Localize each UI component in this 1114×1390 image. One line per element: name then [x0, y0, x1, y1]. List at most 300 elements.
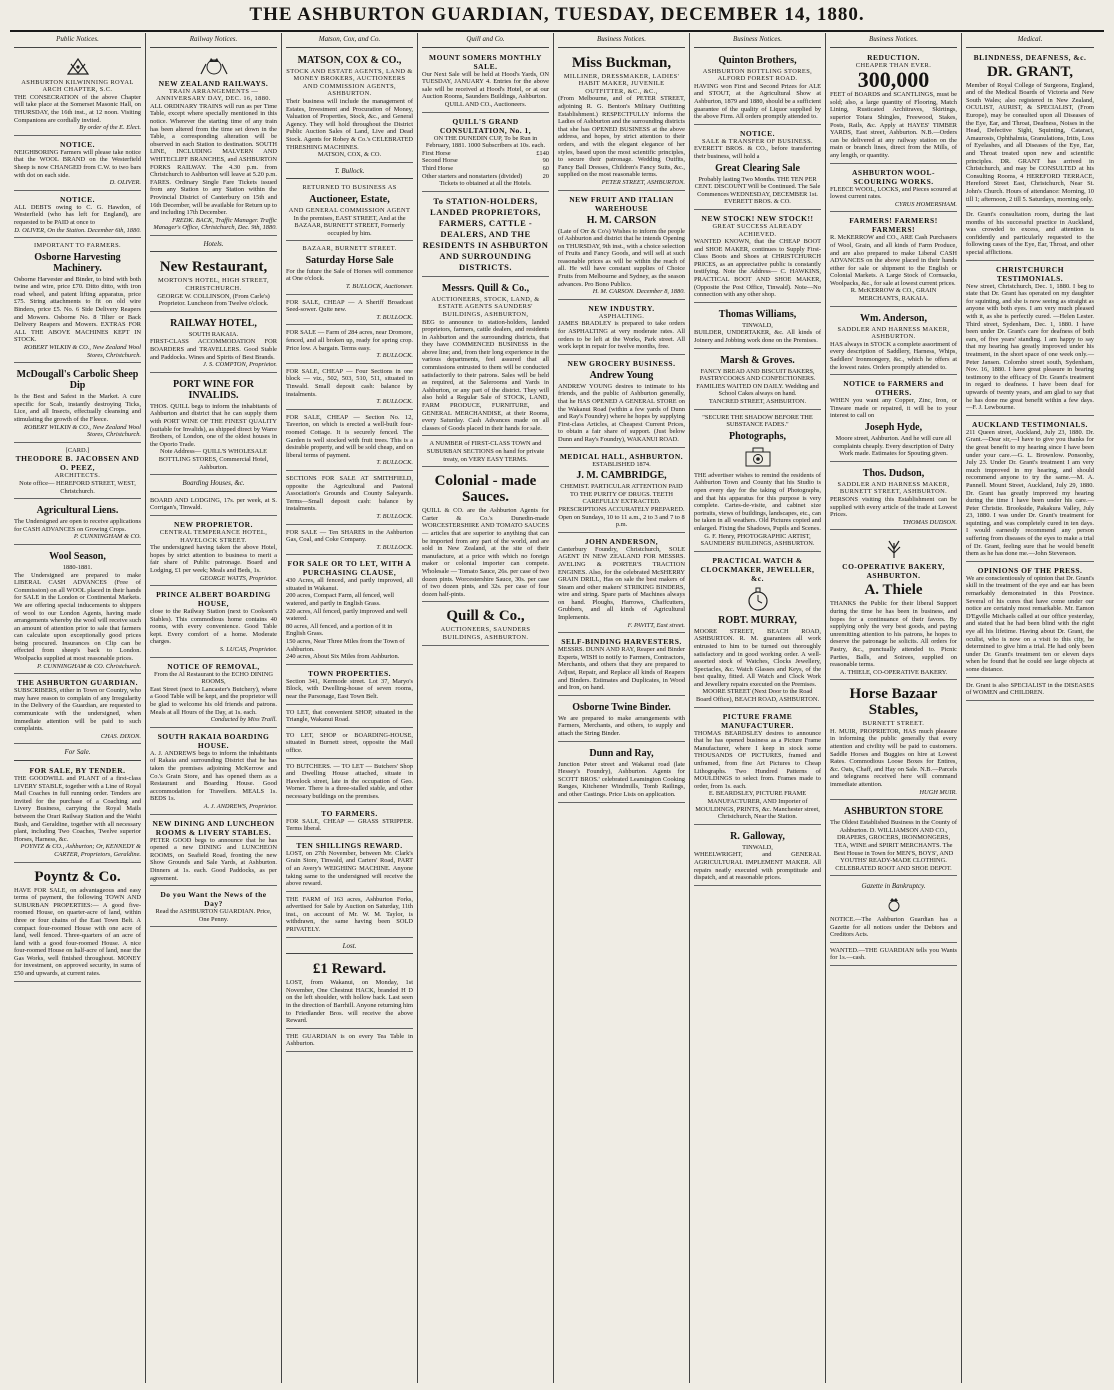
ad-signature: POYNTZ & CO., Ashburton; Or, KENNEDY & CARTER, Proprietors, Geraldine.: [20, 843, 141, 858]
ad-marsh-groves: [694, 351, 821, 410]
column-medical: [962, 33, 1098, 1383]
ad-title: Miss Buckman,: [571, 54, 672, 71]
prize-label: Other starters and nonstarters (divided): [422, 172, 523, 180]
ad-body: TO LET, SHOP or BOARDING-HOUSE, situated in Burnett street, opposite the Mail office.: [286, 731, 413, 754]
ad-body: ANDREW YOUNG desires to intimate to his friends, and the public of Ashburton generally, that he HAS OPENED A GENERAL STORE on the Wakanui Road (within a few yards of Dunn and Ray's Foundry) where he hopes by supplying First-class Articles, at Cheapest Current Prices, to obtain a fair share of support. (Just below Dunn and Ray's Foundry), WAKANUI ROAD.: [558, 382, 685, 443]
ad-signature: P. CUNNINGHAM & CO.: [73, 533, 141, 541]
ad-body: MESSRS. DUNN AND RAY, Reaper and Binder Experts, WISH to notify to Farmers, Contractors, Merchants, and others that they are prepared to Adjust, Repair, and Replace all kinds of Reapers and Binders. Estimates and Duplicates, in Wood and Iron, on hand.: [558, 646, 685, 692]
ad-title: Messrs. Quill & Co.,: [441, 282, 530, 294]
ad-body: Osborne Harvester and Binder, to bind with both twine and wire, price £70. Ditto ditto, with iron road wheel, and patent lifting apparatus, price £75. String attachments to fit on old wire Binders, price £5. No. 6 Side Delivery Reapers and Mowers. Osborne No. 8 Tilter or Back Delivery Reapers and Mowers. EXTRAS FOR ALL THE ABOVE MACHINES KEPT IN STOCK.: [14, 275, 141, 344]
ad-body: THANKS the Public for their liberal Support during the time he has been in business, and hopes for a continuance of their favors. By supplying only the very best goods, and paying unremitting attention to his patrons, he hopes to deserve the patronage he solicits. All orders for Pastry, &c., punctually attended to. Picnic Parties, Balls, and Soirees, supplied on reasonable terms.: [830, 600, 957, 669]
ad-title: Osborne Twine Binder.: [572, 701, 671, 713]
ad-body: TO LET, that convenient SHOP, situated in the Triangle, Wakanui Road.: [286, 708, 413, 724]
ad-signature: FREDK. BACK, Traffic Manager. Traffic Manager's Office, Christchurch, Dec. 9th, 1880.: [153, 216, 277, 232]
ad-subtitle: MORTON'S HOTEL, HIGH STREET, CHRISTCHURCH.: [158, 277, 269, 293]
column-heading: Railway Notices.: [150, 33, 277, 48]
ad-body: WHEN you want any Copper, Zinc, Iron, or Tinware made or repaired, it will be to your interest to call on: [830, 397, 957, 420]
ad-signature: By order of the E. Elect.: [79, 124, 141, 132]
ad-body: EVERETT BROS. & CO., before transferring their business, will hold a: [694, 145, 821, 160]
ad-title: NEW GROCERY BUSINESS.: [567, 358, 676, 368]
ad-gas-shares: [286, 527, 413, 556]
ad-body: FOR SALE, CHEAP — A Sheriff Broadcast Seed-sower. Quite new.: [286, 298, 413, 314]
ad-john-anderson: [558, 535, 685, 634]
ad-picture-frames: [694, 710, 821, 825]
ad-horse-bazaar-stables: [830, 682, 957, 800]
ad-title: CHRISTCHURCH TESTIMONIALS.: [995, 264, 1065, 283]
ad-body: Read the ASHBURTON GUARDIAN. Price, One Penny.: [155, 908, 272, 923]
ad-mcdougalls-dip: [14, 365, 141, 443]
camera-emblem-icon: [694, 445, 821, 469]
ad-body: THE GUARDIAN is on every Tea Table in Ashburton.: [286, 1032, 413, 1048]
ad-title: New Restaurant,: [159, 259, 268, 276]
table-row: [422, 173, 549, 181]
ad-signature: Note Address— QUILL'S WHOLESALE BOTTLING STORES, Commercial Hotel, Ashburton.: [158, 448, 269, 471]
ad-dunn-and-ray: [558, 744, 685, 803]
ad-debts-notice: [14, 193, 141, 238]
ad-prince-albert: [150, 588, 277, 658]
prize-label: First Horse: [422, 149, 451, 157]
ad-body: The Undersigned are prepared to make LIBERAL CASH ADVANCES (Free of Commission) on all WOOL placed in their hands for SALE in the London or Continental Markets. We are offering special inducements to shippers of wool to our London Agents, having made arrangements whereby the wool will receive such an amount of attention prior to sale that farmers can calculate upon exceptionally good prices being procured. Insurances on Clip can be effected from sheep's back to London. Woolpacks supplied at most reasonable prices.: [14, 571, 141, 663]
table-row: [422, 157, 549, 165]
column-business-notices-2: [690, 33, 826, 1383]
column-matson-cox: [282, 33, 418, 1383]
ad-subtitle: BURNETT STREET.: [862, 720, 925, 728]
ad-messrs-quill: [422, 279, 549, 437]
ad-signature: EVERETT BROS. & CO.: [724, 198, 791, 206]
ad-body: Member of Royal College of Surgeons, England, and of the Medical Boards of Victoria and New South Wales; also registered in New Zealand, OCULIST, AURIST, & SPECIALIST, (From Europe), may be consulted upon all Diseases of the Eye, Ear, and Throat, Deafness, Noises in the Head, Defective Sight, Squinting, Cataract, Amaurosis, Ophthalmia, Granulations, Iritis, Loss of Eyelashes, and all Diseases of the Eye, Ear, and Throat treated upon new and scientific principles. DR. GRANT has arrived in Christchurch, and may be CONSULTED at his Consulting Rooms, 4 HEREFORD TERRACE, Hereford Street East, Christchurch, Near St. John's Church. Hours of attendance: Morning, 10 till 1; afternoon, 2 till 5. Saturdays, morning only.: [966, 81, 1094, 203]
ad-title: MOUNT SOMERS MONTHLY SALE.: [429, 52, 542, 71]
ad-temperance-hotel: [150, 518, 277, 586]
ad-body: FOR SALE, CHEAP — GRASS STRIPPER. Terms liberal.: [286, 817, 413, 833]
ad-body: H. MUIR, PROPRIETOR, HAS much pleasure in informing the public generally that every attention and civility will be paid to customers. Saddle Horses and Buggies on hire at Lowest Rates. Commodious Loose Boxes for Entires, &c. Oats, Chaff, and Hay on Sale. N.B.—Parcels and telegrams received here will command immediate attention.: [830, 727, 957, 789]
ad-signature: QUILL AND CO., Auctioneers.: [444, 100, 527, 108]
ad-body: Dr. Grant's consultation room, during the last months of his successful practice in Auckland, was crowded to excess, and attention is confidently and particularly requested to the following cases of the Eye, Ear, Throat, and other special afflictions.: [966, 211, 1094, 257]
ad-signature: D. OLIVER, On the Station. December 6th, 1880.: [14, 226, 141, 234]
ad-r-galloway: [694, 827, 821, 886]
ad-signature: E. BEARDSLEY, PICTURE FRAME MANUFACTURER, AND Importer of MOULDINGS, PRINTS, &c. Manchester street, Christchurch, Near the Station.: [695, 790, 820, 821]
ad-body: R. McKERROW and CO., ARE Cash Purchasers of Wool, Grain, and all kinds of Farm Produce, and are also prepared to make Liberal CASH ADVANCES on the above placed in their hands either for sale or shipment to the English or Colonial Markets. A Large Stock of Cornsacks, Woolpacks, &c., for sale at lowest current prices.: [830, 234, 957, 287]
ad-title: OPINIONS OF THE PRESS.: [977, 565, 1083, 575]
ad-title: Quinton Brothers,: [718, 54, 797, 66]
ad-body: HAVING won First and Second Prizes for ALE and STOUT, at the Agricultural Show at Ashburton, 1879 and 1880, should be a sufficient guarantee of the quality of Liquor supplied by the above Firm. All orders promptly attended to.: [694, 82, 821, 121]
ad-title: BLINDNESS, DEAFNESS, &c.: [973, 52, 1087, 62]
ad-title: TOWN PROPERTIES.: [307, 668, 392, 678]
ad-title: NEW STOCK! NEW STOCK!!: [701, 213, 814, 223]
ad-subtitle: From the Al Restaurant to the ECHO DINING ROOMS,: [153, 670, 274, 686]
ad-colonial-sauces: [422, 469, 549, 602]
ad-shop-to-let: [286, 707, 413, 728]
ad-title: NEW PROPRIETOR.: [174, 519, 253, 529]
ad-body: 430 Acres, all fenced, and partly improved, all situated in Wakanui.: [286, 577, 413, 592]
ad-body: HAS always in STOCK a complete assortment of every description of Saddlery, Harness, Whips, Saddlers' Ironmongery, &c., which he offers at the lowest rates. Orders promptly attended to.: [830, 340, 957, 371]
ad-title: NEW FRUIT AND ITALIAN WAREHOUSE: [569, 194, 674, 213]
ad-town-properties: [286, 667, 413, 705]
ad-headline: Andrew Young: [589, 369, 654, 381]
ad-body: For the future the Sale of Horses will commence at One o'clock.: [286, 267, 413, 283]
ad-body: The Undersigned are open to receive applications for CASH ADVANCES on Growing Crops.: [14, 518, 141, 533]
ad-to-station-holders: [422, 194, 549, 277]
ad-body: FLEECE WOOL, LOCKS, and Pieces scoured at lowest current rates.: [830, 185, 957, 201]
ad-body: SUBSCRIBERS, either in Town or Country, who may have reason to complain of any Irregularity in the Delivery of the Guardian, are requested to communicate with the undersigned, when immediate attention will be paid to such complaints.: [14, 687, 141, 733]
ad-new-restaurant: [150, 255, 277, 311]
ad-signature: A. THIELE, CO-OPERATIVE BAKERY.: [839, 668, 948, 676]
ad-body: WANTED KNOWN, that the CHEAP BOOT and SHOE MAKER, continues to Supply First-Class Boots and Shoes at CHRISTCHURCH PRICES, as an appreciative public is constantly testifying. Note the Address— C. HAWKINS, PRACTICAL BOOT AND SHOE MAKER, (Opposite the Post Office, Tinwald). Note—No connection with any other shop.: [694, 238, 821, 299]
ad-andrew-young: [558, 357, 685, 448]
ad-subtitle: GREAT SUCCESS ALREADY ACHIEVED.: [712, 222, 803, 238]
ad-title: JOHN ANDERSON,: [584, 536, 659, 546]
ad-title: Agricultural Liens.: [36, 505, 119, 517]
ad-body: SECTIONS FOR SALE AT SMITHFIELD, opposite the Agricultural and Pastoral Association's Grounds and County Saleyards. Terms—Small deposit cash: balance by instalments.: [286, 474, 413, 513]
ad-body: NOTICE.—The Ashburton Guardian has a Gazette for all notices under the Debtors and Creditors Acts.: [830, 915, 957, 939]
ad-subtitle: MILLINER, DRESSMAKER, LADIES' HABIT MAKER, JUVENILE OUTFITTER, &C., &C.,: [563, 72, 680, 95]
ad-headline: H. M. CARSON: [586, 214, 657, 226]
ad-joseph-hyde: [830, 377, 957, 462]
ad-subtitle: TRAIN ARRANGEMENTS — ANNIVERSARY DAY, DEC. 16, 1880.: [156, 87, 271, 103]
ad-new-stock-boots: [694, 212, 821, 303]
ad-body: New street, Christchurch, Dec. 1, 1880. I beg to state that Dr. Grant has operated on my daughter for squinting, and she is now seeing as straight as anyone with both eyes. I am very much pleased with it, as she is perfectly cured. —Helen Lester. Third street, Sydenham, Dec. 1, 1880. I have been under Dr. Grant's care for deafness of both ears, of five years' standing. I am happy to say that my hearing has greatly improved under his treatment, in the short space of one week only.—Peter Jansen. Colombo street south, Sydenham, Nov. 16, 1880. I have great pleasure in bearing testimony to the efficacy of Dr. Grant's treatment in regard to deafness. I have been deaf for upwards of twenty years, and am glad to say that he has done me great benefit within a few days.—F. J. Lewbourne.: [966, 282, 1094, 412]
ad-dr-grant: [966, 51, 1094, 208]
ad-title: Dunn and Ray,: [589, 747, 654, 759]
ad-title: THEODORE B. JACOBSEN AND O. PEEZ,: [15, 454, 140, 473]
ad-body: PETER GOOD begs to announce that he has opened a new DINING and LUNCHEON ROOMS, on Seafield Road, fronting the new Show Grounds and Sale Yards, at Ashburton. Dinners at 1s. each. Good Paddocks, as per agreement.: [150, 836, 277, 882]
ad-body: FOR SALE — Ten SHARES in the Ashburton Gas, Coal, and Coke Company.: [286, 528, 413, 544]
ad-headline: Auctioneer, Estate,: [309, 193, 390, 205]
ad-title: NEW INDUSTRY.: [588, 303, 655, 313]
ad-body: The Oldest Established Business in the County of Ashburton. D. WILLIAMSON AND CO., DRAPERS, GROCERS, IRONMONGERS, TEA, WINE and SPIRIT MERCHANTS. The Best House in Town for MEN'S, BOYS', AND YOUTHS' READY-MADE CLOTHING. CELEBRATED ROOT AND SHOE DEPOT.: [830, 819, 957, 872]
ad-title: NOTICE OF REMOVAL,: [167, 661, 260, 671]
ad-title: MEDICAL HALL, ASHBURTON.: [559, 451, 684, 461]
ad-signature: HUGH MUIR.: [919, 788, 957, 796]
ad-signature: R. McKERROW & CO., GRAIN MERCHANTS, RAKAIA.: [850, 287, 937, 303]
ad-body: QUILL & CO. are the Ashburton Agents for Carter & Co.'s Dunedin-made WORCESTERSHIRE AND TOMATO SAUCES — articles that are superior to anything that can be imported from any part of the world, and are sold in New Zealand, at the site of their manufacture, at a price with which no foreign maker or colonial importer can compete. Wholesale — Tomato Sauce, 26s. per case of two dozen pints. Worcestershire Sauce, 30s. per case of two dozen pints, and 32s. per case of four dozen half-pints.: [422, 507, 549, 598]
ad-mckerrow: [830, 214, 957, 306]
prize-value: 20: [542, 172, 549, 180]
column-heading: Public Notices.: [14, 33, 141, 48]
ad-guardian-subscribers: [14, 676, 141, 744]
ad-title: PICTURE FRAME MANUFACTURER.: [721, 711, 794, 730]
ad-body: LOST, on 27th November, between Mr. Clark's Grain Store, Tinwald, and Carters' Road, PART of an Avery's WEIGHING MACHINE. Anyone taking same to the undersigned will receive the above reward.: [286, 849, 413, 888]
ad-miss-buckman: [558, 51, 685, 191]
column-quill: [418, 33, 554, 1383]
ad-title: NOTICE.: [60, 194, 95, 204]
ad-wool-brand-notice: [14, 138, 141, 191]
ad-title: SOUTH RAKAIA BOARDING HOUSE.: [157, 731, 270, 750]
ad-signature: A. J. ANDREWS, Proprietor.: [203, 802, 277, 810]
ad-christchurch-testimonials: [966, 263, 1094, 416]
ad-medical-hall: [558, 450, 685, 533]
ad-mount-somers-sale: [422, 51, 549, 113]
ad-subtitle: ESTABLISHED 1874.: [592, 460, 651, 468]
ad-title: Gazette in Bankruptcy.: [861, 882, 926, 891]
ad-wm-anderson: [830, 309, 957, 376]
ad-osborne-twine-binder: [558, 698, 685, 742]
ad-title: R. Galloway,: [730, 830, 785, 842]
ad-body: Dr. Grant is also SPECIALIST in the DISEASES of WOMEN and CHILDREN.: [966, 681, 1094, 697]
ad-title: Colonial - made Sauces.: [434, 473, 537, 506]
ad-kilwinning-chapter: [14, 51, 141, 136]
ad-signature: ROBERT WILKIN & CO., New Zealand Wool Stores, Christchurch.: [23, 344, 141, 359]
ad-subtitle: CENTRAL TEMPERANCE HOTEL, HAVELOCK STREET.: [159, 528, 268, 544]
ad-gazette-bankruptcy: [830, 878, 957, 942]
ad-signature: CYRUS HOMERSHAM.: [894, 200, 957, 208]
ad-subtitle: SALE & TRANSFER OF BUSINESS.: [701, 137, 814, 145]
ad-body: The undersigned having taken the above Hotel, hopes by strict attention to business to merit a fair share of Public patronage. Board and Lodging, £1 per week; Meals and Beds, 1s.: [150, 544, 277, 574]
ad-signature: D. OLIVER.: [109, 179, 141, 187]
ad-body: FEET of BOARDS and SCANTLINGS, must be sold; also, a large quantity of Flooring, Match Lining, Rusticated Architraves, Skirtings, superior Totara Shingles, Freewood, Stakes, Posts, Rails, &c. Apply at HAYES' TIMBER YARDS, East street, Ashburton. N.B.—Orders can be delivered at any railway station on the main or branch lines, direct from the Mills, of any length, or quantity.: [830, 91, 957, 159]
ad-subtitle: SOUTH RAKAIA.: [188, 330, 239, 338]
ad-agricultural-liens: [14, 501, 141, 545]
ad-grand-consultation: [422, 115, 549, 192]
ad-guardian-tea-table: [286, 1031, 413, 1052]
ad-port-wine: [150, 375, 277, 475]
ad-subtitle: CHEAPER THAN EVER.: [855, 61, 932, 69]
prize-value: £140: [536, 149, 549, 157]
ad-body: ON THE DUNEDIN CUP, To be Run in February, 1881. 1000 Subscribers at 10s. each.: [425, 134, 546, 150]
ad-subtitle: TINWALD,: [742, 321, 773, 329]
royal-crest-icon: [150, 56, 277, 76]
ad-wanted: [830, 945, 957, 966]
ad-title: NEW DINING AND LUNCHEON ROOMS & LIVERY STABLES.: [152, 818, 275, 837]
ad-title: Wool Season,: [49, 550, 106, 562]
ad-body: 211 Queen street, Auckland, July 23, 1880. Dr. Grant.—Dear sir,—I have to give you thanks for the great benefit to my hearing since I have been under your care.—G. L. Brownlow. Ponsonby, July 23. Under Dr. Grant's treatment I am very much improved in my hearing, and should recommend anyone to try the same.—M. A. Pannell. Mount Street, Auckland, July 29, 1880. Dr. Grant has greatly improved my hearing during the time I have been under his care.—Peter Christie. Brookside, Pakakura Valley, July 23, 1880. I was under Dr. Grant's treatment for squinting, and was completely cured in ten days. I would earnestly recommend any person suffering from diseases of the eyes to make a trial of Dr. Grant, feeling sure that he would benefit them as he has done me.—John Stevenson.: [966, 428, 1094, 558]
royal-crest-icon: [830, 897, 957, 913]
ad-signature: ROBERT WILKIN & CO., New Zealand Wool Stores, Christchurch.: [23, 423, 141, 439]
ad-title: MATSON, COX & CO.,: [297, 54, 402, 66]
ad-wool-scouring: [830, 166, 957, 213]
ad-railway-hotel: [150, 314, 277, 373]
ad-signature: S. LUCAS, Proprietor.: [219, 646, 277, 654]
ad-news-of-day: [150, 888, 277, 927]
column-railway-notices: [146, 33, 282, 1383]
ad-title: NOTICE to FARMERS and OTHERS.: [843, 379, 944, 398]
ad-signature: J. S. COMPTON, Proprietor.: [202, 361, 277, 369]
ad-pretitle: IMPORTANT TO FARMERS.: [33, 242, 122, 250]
ad-body: TO BUTCHERS. — TO LET — Butchers' Shop and Dwelling House attached, situate in Havelock street, late in the occupation of Geo. Worner. There is a three-stalled stable, and other necessary buildings on the premises.: [286, 762, 413, 800]
ad-subtitle: 1880-1881.: [62, 563, 93, 571]
ad-butchers-shop: [286, 761, 413, 805]
ad-title: TO FARMERS.: [321, 808, 378, 818]
ad-title: SELF-BINDING HARVESTERS.: [561, 637, 682, 647]
ad-body-continued: Probably lasting Two Months. THE TEN PER CENT. DISCOUNT Will be Continued. The Sale Commences WEDNESDAY, DECEMBER 1st.: [694, 175, 821, 198]
ad-signature: GEORGE WATTS, Proprietor.: [199, 574, 277, 582]
ad-title: £1 Reward.: [312, 961, 387, 978]
ad-signature: H. M. CARSON. December 8, 1880.: [592, 288, 685, 296]
ad-seed-sower: [286, 297, 413, 326]
ad-signature: T. BULLOCK.: [376, 398, 413, 406]
ad-pretitle: [CARD.]: [65, 446, 90, 454]
ad-osborne-harvesting: [14, 240, 141, 363]
column-heading: Business Notices.: [558, 33, 685, 48]
ad-body: THE GOODWILL and PLANT of a first-class LIVERY STABLE, together with a Line of Royal Mail Coaches in full running order. Tenders are invited for the purchase of a Coaching and Livery Business, carrying the Royal Mails between the Orari Railway Station and the Waihi Bush, and Geraldine, together with all necessary plant, including Two Coaches, Twelve superior Horses, Harness, &c.: [14, 775, 141, 843]
ad-press-opinions: [966, 564, 1094, 678]
ad-signature: T. BULLOCK.: [376, 313, 413, 321]
ad-signature: MATSON, COX, & CO.: [317, 151, 382, 159]
ad-body: We are conscientiously of opinion that Dr. Grant's skill in the treatment of the eye and ear has been remarkably demonstrated in this Province. Several of his cures that have come under our notice are certainly most remarkable. Mr. Eamon D'Egville Michaels called at our office yesterday, and stated that he had been blind with the right eye all his lifetime. Having about Dr. Grant, the oculist, who is now on a visit to this city, he determined to give him a trial. He had only been under Dr. Grant's treatment ten or eleven days when he found that he could see large objects at some distance.: [966, 574, 1094, 673]
ad-subtitle: TINWALD,: [742, 843, 773, 851]
ad-architects-card: [14, 445, 141, 499]
wheatsheaf-emblem-icon: [830, 537, 957, 559]
ad-signature: Tickets to obtained at all the Hotels.: [439, 180, 532, 188]
column-subheading: T. Bullock.: [286, 165, 413, 180]
ad-subtitle: SADDLER AND HARNESS MAKER, BURNETT STREET, ASHBURTON.: [837, 480, 950, 496]
ad-title: Wm. Anderson,: [860, 312, 927, 324]
ad-body: JAMES BRADLEY is prepared to take orders for ASPHALTING at very moderate rates. All orders to be left at the Works, Park street. All work kept in repair for twelve months, free.: [558, 320, 685, 351]
ad-title: FOR SALE, BY TENDER.: [29, 766, 126, 775]
ad-grant-consultation: [966, 209, 1094, 261]
column-heading: Medical.: [966, 33, 1094, 48]
ad-signature: G. F. Henry, PHOTOGRAPHIC ARTIST, SAUNDERS' BUILDINGS, ASHBURTON.: [700, 532, 815, 548]
column-heading: Business Notices.: [694, 33, 821, 48]
ad-body: (Late of Orr & Co's) Wishes to inform the people of Ashburton and district that he intends Opening on THURSDAY, 9th inst., with a choice selection of Fruits and Fancy Goods, and will sell at such reasonable prices as will be within the reach of all. He will have constant supplies of Choice Fruits from Melbourne and Sydney, as the season advances. Pro Bono Publico.: [558, 227, 685, 288]
ad-self-binding-harvesters: [558, 635, 685, 696]
ad-headline: ROBT. MURRAY,: [718, 614, 797, 626]
ad-livery-tender: [14, 764, 141, 863]
column-subheading: Lost.: [286, 940, 413, 955]
pocket-watch-icon: [694, 586, 821, 612]
ad-body: Our Next Sale will be held at Hood's Yards, ON TUESDAY, JANUARY 4. Entries for the above sale will be received at Hood's Hotel, or at our Auction Rooms, Saunders Buildings, Ashburton.: [422, 70, 549, 101]
ad-board-lodging: [150, 495, 277, 516]
ad-signature: P. CUNNINGHAM & CO. Christchurch.: [37, 662, 141, 670]
ad-ashburton-store: [830, 802, 957, 876]
ad-title: Thomas Williams,: [718, 308, 797, 320]
list-item: 240 acres, About Six Miles from Ashburton.: [286, 653, 400, 661]
ad-body: FOR SALE — Farm of 284 acres, near Dromore, fenced, and all broken up, ready for spring crop. Price low. A bargain. Terms easy.: [286, 329, 413, 352]
ad-body: ALL ORDINARY TRAINS will run as per Time Table, except where specially mentioned in this notice. Wherever the starting time of any train has been altered from the time set down in the Table, a corresponding alteration will be observed in each Station to destination. SOUTH LINE, INCLUDING MALVERN AND WHITECLIFF BRANCHES, and ASHBURTON FORKS RAILWAY. The 4.30 p.m. from Christchurch to Ashburton will leave at 5.20 p.m. FARES. Ordinary Single Fare Tickets issued from any Station to any Station within the Provincial District of Canterbury on 15th and 16th December, will be available for Return up to and including 17th December.: [150, 102, 277, 217]
ad-headline: J. M. CAMBRIDGE,: [576, 470, 667, 482]
ad-title: McDougall's Carbolic Sheep Dip: [16, 369, 139, 392]
ad-title: REDUCTION.: [867, 52, 920, 62]
ad-body: Note office— HEREFORD STREET, WEST, Christchurch.: [19, 479, 136, 495]
newspaper-title: THE ASHBURTON GUARDIAN, TUESDAY, DECEMBER 14, 1880.: [249, 4, 865, 25]
ad-signature: TANCRED STREET, ASHBURTON.: [708, 398, 807, 405]
ad-title: PRINCE ALBERT BOARDING HOUSE,: [156, 590, 271, 609]
ad-title: TEN SHILLINGS REWARD.: [296, 840, 403, 850]
ad-body: THOS. QUILL begs to inform the inhabitants of Ashburton and district that he can supply them with PORT WINE OF THE FINEST QUALITY (suitable for Invalids), as shipped direct by Warre Brothers, of London, one of the oldest houses in the Oporto Trade.: [150, 402, 277, 448]
ad-signature: T. BULLOCK.: [376, 352, 413, 360]
ad-title: CO-OPERATIVE BAKERY, ASHBURTON.: [842, 562, 945, 581]
ad-title: Poyntz & Co.: [34, 868, 121, 885]
ad-body: FOR SALE, CHEAP — Section No. 12, Taverton, on which is erected a well-built four-roomed Cottage. It is securely fenced. The Garden is well stocked with fruit trees. This is a desirable property, and will be sold cheap, and on liberal terms of payment.: [286, 413, 413, 459]
ad-body: Their business will include the management of Estates, Investment and Procuration of Money, Valuation of Properties, Stock, &c., and General Agency. They will hold throughout the District Public Auction Sales of Land, Live and Dead Stock. Agents for Robey & Co.'s CELEBRATED THRESHING MACHINES.: [286, 97, 413, 151]
ad-body: MOORE STREET, BEACH ROAD, ASHBURTON. R. M. guarantees all work entrusted to him to be turned out thoroughly satisfactory and in good working order. A well-assorted stock of Watches, Clocks Jewellery, Spectacles, &c. Watch Glasses and Keys, of the best quality, fitted. All Watch and Clock Work and Jewellery repairs executed on the Premises.: [694, 627, 821, 688]
ad-headline: DR. GRANT,: [987, 63, 1073, 80]
ad-nz-railways: [150, 51, 277, 236]
ad-body: close to the Railway Station (next to Cookson's Stables). This commodious home contains 40 rooms, with every convenience. Good Table kept. Every comfort of a home. Moderate charges.: [150, 608, 277, 646]
ad-headline: Great Clearing Sale: [715, 162, 800, 174]
ad-body: We are prepared to make arrangements with Farmers, Merchants, and others, to supply and attach the String Binder.: [558, 714, 685, 737]
ad-body: Section 341, Kermode street. Lot 37, Maryo's Block, with Dwelling-house of seven rooms, near the Parsonage, East Town Belt.: [286, 677, 413, 700]
ad-body: HAVE FOR SALE, on advantageous and easy terms of payment, the following TOWN AND SUBURBAN PROPERTIES:— A good five-roomed House, on quarter-acre of land, within three or four chains of the East Town Belt. A compact four-roomed House with one acre of land, well fenced. Three-quarters of an acre of land with a good four-roomed House. A nice four-roomed House on half-acre of land, near the Gas Works, well finished throughout. MONEY for investment, on approved security, in sums of £50 and upwards, at current rates.: [14, 886, 141, 978]
ad-tinwald-sections: [286, 366, 413, 410]
column-subheading: Boarding Houses, &c.: [150, 477, 277, 492]
ad-robt-murray: [694, 554, 821, 708]
column-heading: Matson, Cox, and Co.: [286, 33, 413, 48]
ad-everett-clearing-sale: [694, 127, 821, 210]
ad-headline: Photographs,: [729, 430, 786, 442]
ad-auckland-testimonials: [966, 418, 1094, 562]
ad-body: THE FARM of 163 acres, Ashburton Forks, advertised for Sale by Auction on Saturday, 11th inst., on account of Mr. W. M. Taylor, is withdrawn, the same having been SOLD PRIVATELY.: [286, 895, 413, 934]
ad-bullock-auctioneer: [286, 182, 413, 241]
ad-body: BEG to announce to station-holders, landed proprietors, farmers, cattle dealers, and residents in Ashburton and the surrounding districts, that they have COMMENCED BUSINESS in the above line; and, from their long experience in the various departments, feel assured that all commissions entrusted to them will be conducted satisfactorily to their patrons. Sales will be held as required, at the Salerooms and Yards in Ashburton, or any part of the district. They will also hold a Regular Sale of STOCK, LAND, FARM PRODUCE, FURNITURE, and GENERAL MERCHANDISE, at their Rooms, every Saturday. Cash Advances made on all classes of Goods placed in their hands for sale.: [422, 318, 549, 432]
ad-title: FARMERS! FARMERS! FARMERS!: [849, 216, 938, 235]
ad-title: FOR SALE OR TO LET, WITH A PURCHASING CLAUSE,: [287, 559, 412, 578]
ad-title: ASHBURTON STORE: [843, 806, 944, 818]
ad-timber-reduction: [830, 51, 957, 164]
list-item: 200 acres, Compact Farm, all fenced, well watered, and partly in English Grass.: [286, 592, 395, 608]
ad-title: Marsh & Groves.: [720, 354, 795, 366]
column-business-notices-1: [554, 33, 690, 1383]
ad-body: GEORGE W. COLLINSON, (From Carle's) Proprietor. Luncheon from Twelve o'clock.: [157, 292, 270, 308]
ad-signature: CHAS. DIXON.: [100, 732, 141, 740]
ad-body: PERSONS visiting this Establishment can be supplied with every article of the trade at Lowest Prices.: [830, 495, 957, 519]
ad-one-pound-reward: [286, 957, 413, 1029]
ad-boarding-house-to-let: [286, 730, 413, 759]
ad-town-sections: [422, 438, 549, 467]
ad-body: FOR SALE, CHEAP — Four Sections in one block — viz., 502, 503, 510, 511, situated in Tinwald. Small deposit cash: balance by instalments.: [286, 367, 413, 398]
ad-headline: Joseph Hyde,: [864, 422, 923, 433]
ad-subtitle: SADDLER AND HARNESS MAKER, ASHBURTON.: [837, 325, 950, 341]
ad-title: THE ASHBURTON GUARDIAN.: [17, 678, 138, 688]
ad-signature: T. BULLOCK.: [376, 459, 413, 467]
ad-hm-carson: [558, 193, 685, 300]
list-item: 150 acres, Near Three Miles from the Town of Ashburton.: [286, 638, 405, 653]
ad-subtitle: ARCHITECTS.: [54, 472, 101, 480]
ad-title: NOTICE.: [740, 128, 775, 138]
ad-thos-dudson: [830, 464, 957, 531]
ad-body: WANTED.—THE GUARDIAN tells you Wants for 1s.—cash.: [830, 946, 957, 962]
ad-body: BUILDER, UNDERTAKER, &c. All kinds of Joinery and Jobbing work done on the Premises.: [694, 329, 821, 345]
ad-body: THOMAS BEARDSLEY desires to announce that he has opened business as a Picture Frame Manufacturer, where I keep in stock some THOUSANDS OF PICTURES, framed and unframed, from fine Art Pictures to Cheap Lithographs. Two Hundred Patterns of MOULDINGS to select from. Frames made to order, from 1s. each.: [694, 729, 821, 790]
ad-body: CHEMIST. PARTICULAR ATTENTION PAID TO THE PURITY OF DRUGS. TEETH CAREFULLY EXTRACTED. PRESCRIPTIONS ACCURATELY PREPARED. Open on Sundays, 10 to 11 a.m., 2 to 3 and 7 to 8 p.m.: [558, 483, 685, 529]
ad-body: FANCY BREAD AND BISCUIT BAKERS, PASTRYCOOKS AND CONFECTIONERS. FAMILIES WAITED ON DAILY. Wedding and School Cakes always on hand.: [696, 367, 819, 398]
ad-thomas-williams: [694, 305, 821, 349]
ad-headline: A. Thiele: [864, 582, 923, 599]
list-item: 80 acres, All fenced, and a portion of it in English Grass.: [286, 622, 393, 638]
ad-removal-notice: [150, 660, 277, 728]
ad-thiele-bakery: [830, 532, 957, 680]
ad-photographs: [694, 412, 821, 552]
ad-signature: F. PAVITT, East street.: [627, 621, 685, 629]
ad-headline: To STATION-HOLDERS, LANDED PROPRIETORS, FARMERS, CATTLE - DEALERS, AND THE RESIDENTS IN ASHBURTON AND SURROUNDING DISTRICTS.: [422, 195, 549, 272]
ad-signature: T. BULLOCK.: [376, 512, 413, 520]
ad-quill-auctioneers: [422, 604, 549, 645]
page-columns: [10, 33, 1104, 1383]
ad-subtitle: AND GENERAL COMMISSION AGENT: [288, 206, 411, 214]
ad-signature: THOMAS DUDSON.: [902, 518, 957, 526]
ad-body: Canterbury Foundry, Christchurch, SOLE AGENT IN NEW ZEALAND FOR MESSRS. AVELING & PORTER'S TRACTION ENGINES. Also, for the celebrated McSHERRY GRAIN DRILL, Has on sale the best makers of Steam and other makers' STRIKING BINDERS, wire and string. Spare parts of Machines always on hand. Ploughs, Harrows, Chaffcutters, Grubbers, and all kinds of Agricultural Implements.: [558, 545, 685, 622]
ad-body: LOST, from Wakanui, on Monday, 1st November, One Chestnut HACK, branded H D on the left shoulder, with hollow back. Last seen in the direction of Barrhill. Anyone returning him to Friedlander Bros. will receive the above Reward.: [286, 979, 413, 1025]
column-heading: Quill and Co.: [422, 33, 549, 48]
ad-grant-specialist: [966, 680, 1094, 701]
ad-title: AUCKLAND TESTIMONIALS.: [972, 419, 1088, 429]
ad-body: (From Melbourne, and of PETER STREET, adjoining R. G. Benton's Military Outfitting Establishment.) RESPECTFULLY informs the Ladies of Ashburton and the surrounding districts that she has OPENED BUSINESS at the above address, and hopes, by strict attention to their orders, and with the elegant elegance of her styles, based upon the most scientific principles, to secure their patronage. Wedding Outfits, Fancy Ball Dresses, Children's Fancy Suits, &c., supplied on the most reasonable terms.: [558, 95, 685, 179]
masthead: [0, 0, 1114, 30]
ad-body: NEIGHBORING Farmers will please take notice that the WOOL BRAND on the Westerfield Sheep is now CHANGED from C.W. to two bars with dot on each side.: [14, 148, 141, 179]
ad-subtitle: STOCK AND ESTATE AGENTS, LAND & MONEY BROKERS, AUCTIONEERS AND COMMISSION AGENTS, ASHBURTON.: [286, 67, 413, 98]
ad-body: FIRST-CLASS ACCOMMODATION FOR BOARDERS and TRAVELLERS. Good Stable and Paddocks. Wines and Spirits of Best Brands.: [150, 338, 277, 361]
ad-title: Horse Bazaar Stables,: [849, 686, 938, 719]
ad-quinton-brothers: [694, 51, 821, 125]
ad-body: A NUMBER of FIRST-CLASS TOWN and SUBURBAN SECTIONS on hand for private treaty, on VERY EASY TERMS.: [426, 440, 545, 463]
ad-signature: T. BULLOCK, Auctioneer.: [345, 283, 413, 291]
ad-title: NOTICE.: [60, 139, 95, 149]
ad-body: ALL DEBTS owing to C. G. Hawdon, of Westerfield (who has left for England), are requested to be PAID at once to: [14, 203, 141, 226]
ad-title: Do you Want the News of the Day?: [160, 890, 267, 909]
masthead-rule: [10, 30, 1104, 32]
prize-label: Third Horse: [422, 164, 454, 172]
ad-grass-stripper: [286, 807, 413, 837]
ad-signature: T. BULLOCK.: [376, 543, 413, 551]
